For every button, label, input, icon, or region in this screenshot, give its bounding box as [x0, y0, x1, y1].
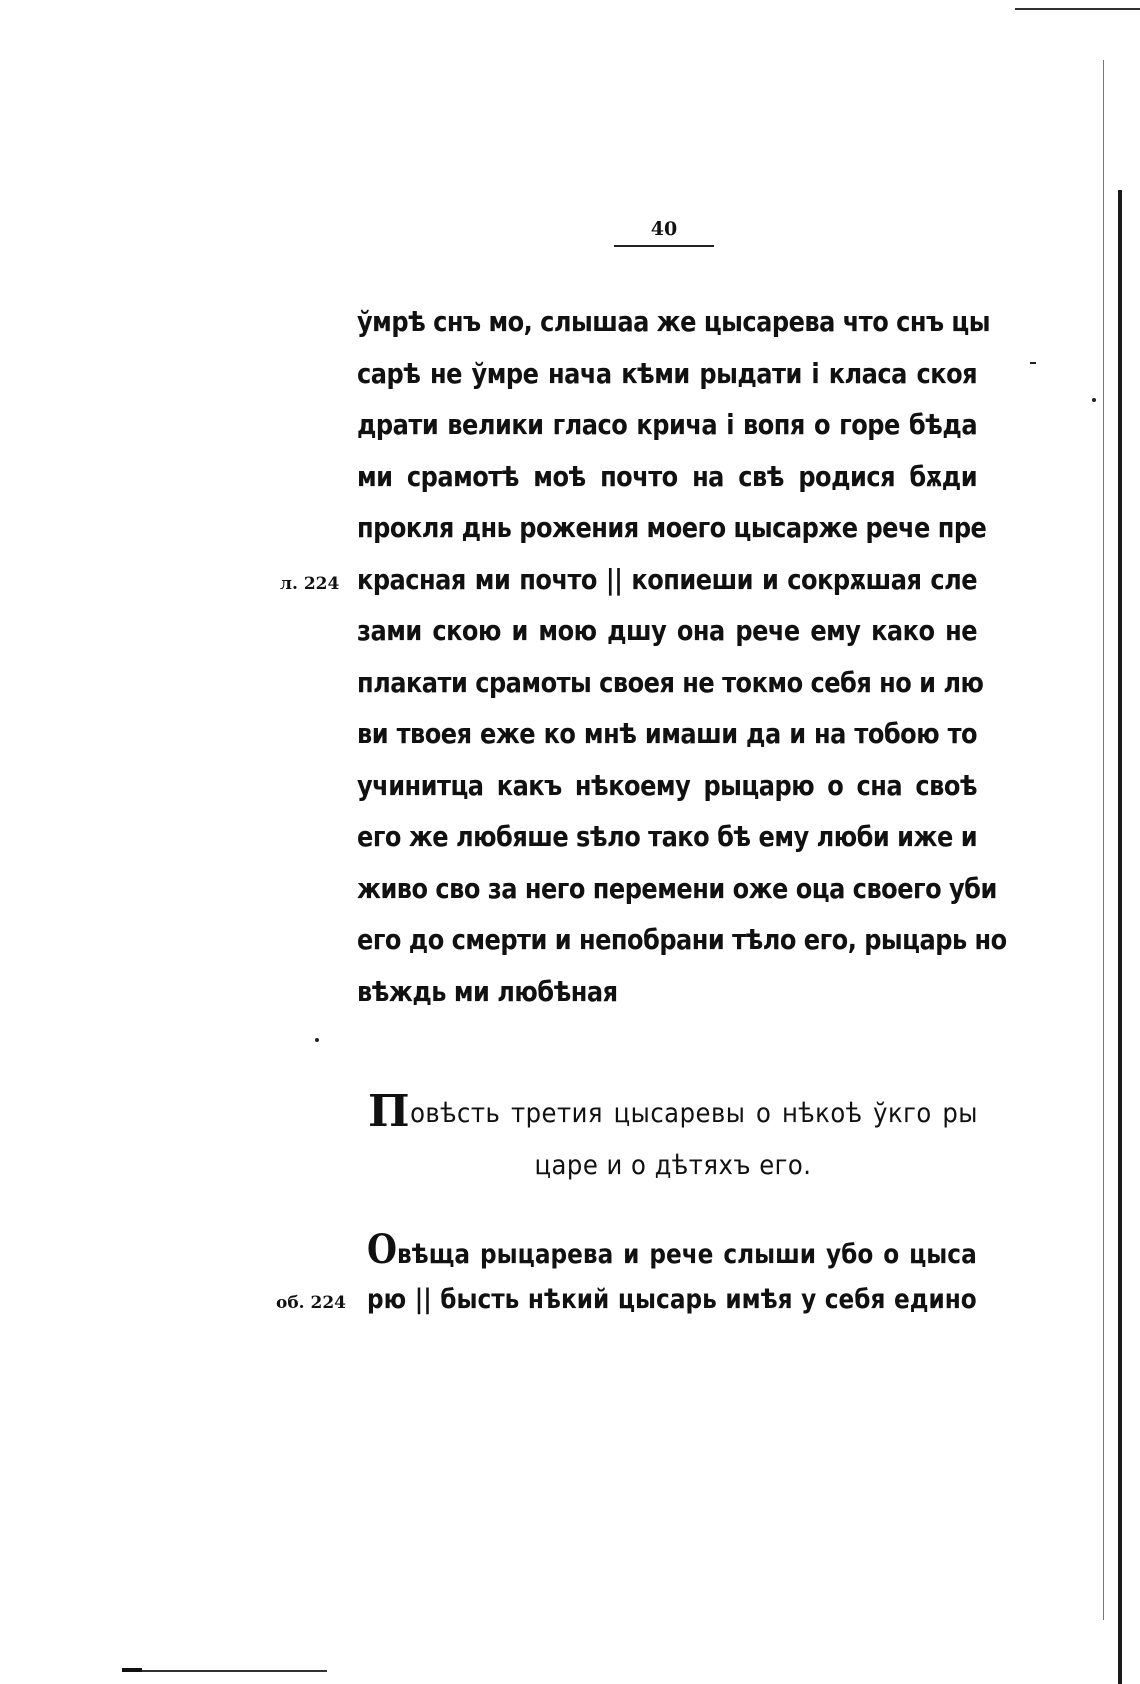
text-line: драти велики гласо крича і вопя о горе бѣда [357, 408, 978, 441]
margin-folio-note: об. 224 [276, 1293, 347, 1313]
text-line: его до смерти и непобрани тѣло его, рыцарь но [357, 923, 1007, 956]
scan-speck [1030, 362, 1036, 364]
scan-speck [1092, 398, 1096, 402]
scan-rule-bottom [122, 1670, 327, 1672]
margin-folio-note: л. 224 [280, 574, 340, 594]
text-line: рю || бысть нѣкий цысарь имѣя у себя едино [367, 1284, 977, 1315]
scan-edge-thin [1103, 60, 1104, 1620]
text-line: учинитца какъ нѣкоему рыцарю о сна своѣ [357, 768, 978, 802]
text-line: красная ми почто || копиеши и сокрѫшая сле [357, 562, 978, 596]
scan-rule-bottom-thick [122, 1668, 142, 1672]
page-number-rule [614, 245, 714, 247]
text-line: ўмрѣ снъ мо, слышаа же цысарева что снъ цы [357, 305, 991, 338]
text-line: его же любяше ѕѣло тако бѣ ему люби иже и [357, 820, 978, 853]
text-line: ви твоея еже ко мнѣ имаши да и на тобою то [357, 717, 978, 750]
text-line [367, 1225, 977, 1275]
heading-line-1-text: овѣсть третия цысаревы о нѣкоѣ ўкго ры [410, 1098, 978, 1129]
text-line-rest: вѣща рыцарева и рече слыши убо о цыса [396, 1239, 977, 1270]
text-line: ми срамотѣ моѣ почто на свѣ родися бѫди [357, 459, 978, 493]
text-line: сарѣ не ўмре нача кѣми рыдати і класа скоя [357, 356, 978, 390]
paragraph-initial: О [367, 1226, 397, 1273]
heading-line-1 [368, 1088, 978, 1140]
text-line: живо сво за него перемени оже оца своего уби [357, 871, 997, 905]
text-line: вѣждь ми любѣная [357, 974, 618, 1008]
text-line: плакати срамоты своея не токмо себя но и лю [357, 665, 984, 699]
heading-line-2: царе и о дѣтяхъ его. [534, 1150, 812, 1181]
heading-initial: П [368, 1086, 411, 1137]
text-line: прокля днь рожения моего цысарже рече пре [357, 511, 987, 544]
page-number: 40 [650, 218, 678, 240]
paragraph-1 [357, 296, 1007, 1017]
scan-edge-right [1118, 190, 1122, 1684]
section-heading [368, 1088, 978, 1192]
scan-rule-top [1015, 8, 1140, 10]
text-line: зами скою и мою дшу она рече ему како не [357, 614, 978, 647]
paragraph-2 [367, 1225, 977, 1325]
scan-speck [315, 1038, 319, 1042]
